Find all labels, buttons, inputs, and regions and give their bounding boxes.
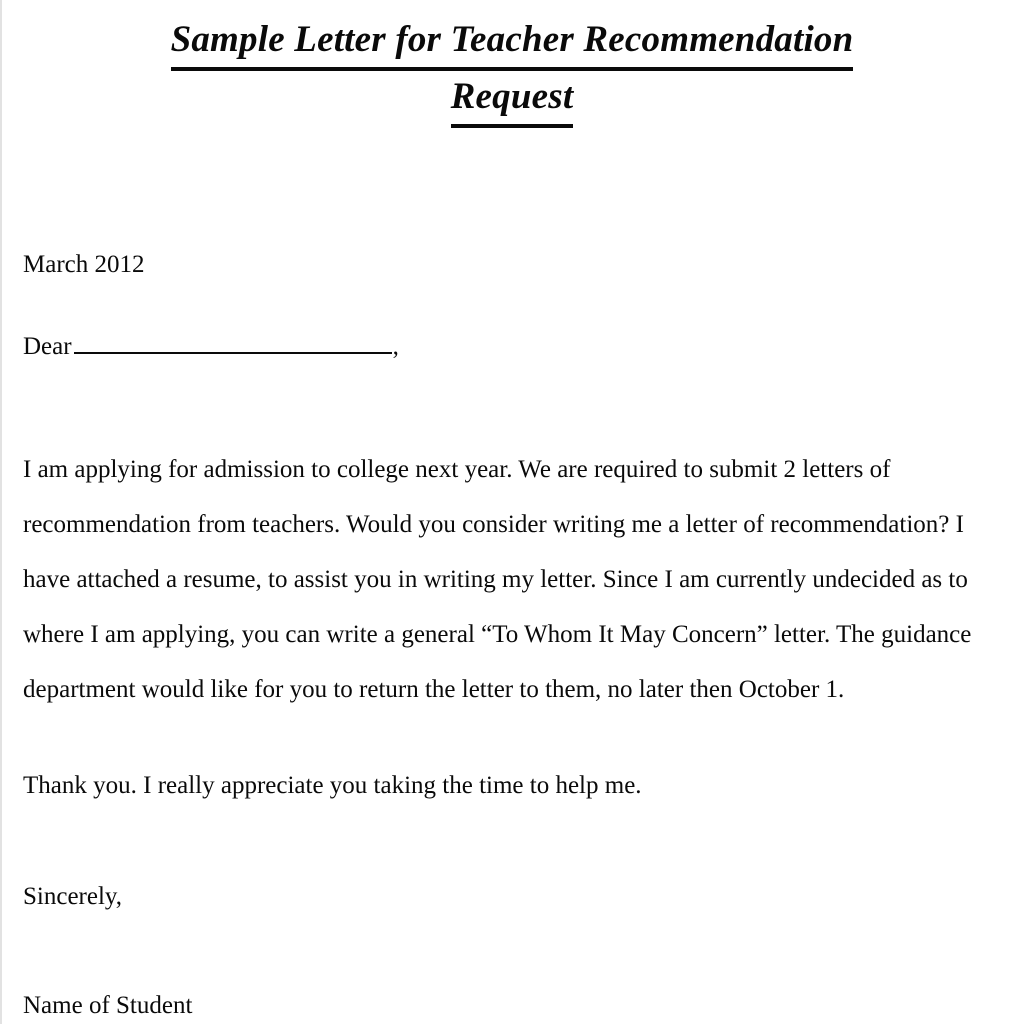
thanks-paragraph: Thank you. I really appreciate you taking the time to help me. — [23, 772, 642, 799]
salutation-line — [23, 332, 399, 362]
date-line: March 2012 — [23, 251, 145, 278]
body-line: department would like for you to return the letter to them, no later then October 1. — [23, 676, 845, 703]
body-line: I am applying for admission to college next year. We are required to submit 2 letters of — [23, 456, 891, 483]
title-line-2 — [0, 71, 1024, 128]
document-title — [0, 14, 1024, 128]
title-line-2-text: Request — [451, 71, 574, 128]
scan-edge-left — [0, 0, 2, 1024]
body-line: where I am applying, you can write a general “To Whom It May Concern” letter. The guidance — [23, 621, 972, 648]
body-line: recommendation from teachers. Would you consider writing me a letter of recommendation? I — [23, 511, 964, 538]
closing-line: Sincerely, — [23, 883, 123, 910]
title-line-1 — [0, 14, 1024, 71]
recipient-name-blank[interactable] — [74, 332, 392, 354]
salutation-punctuation: , — [392, 333, 399, 360]
body-paragraph — [23, 442, 983, 717]
salutation-greeting: Dear — [23, 333, 72, 360]
title-line-1-text: Sample Letter for Teacher Recommendation — [171, 14, 854, 71]
body-line: have attached a resume, to assist you in writing my letter. Since I am currently undecided as to — [23, 566, 968, 593]
signature-placeholder: Name of Student — [23, 992, 193, 1019]
